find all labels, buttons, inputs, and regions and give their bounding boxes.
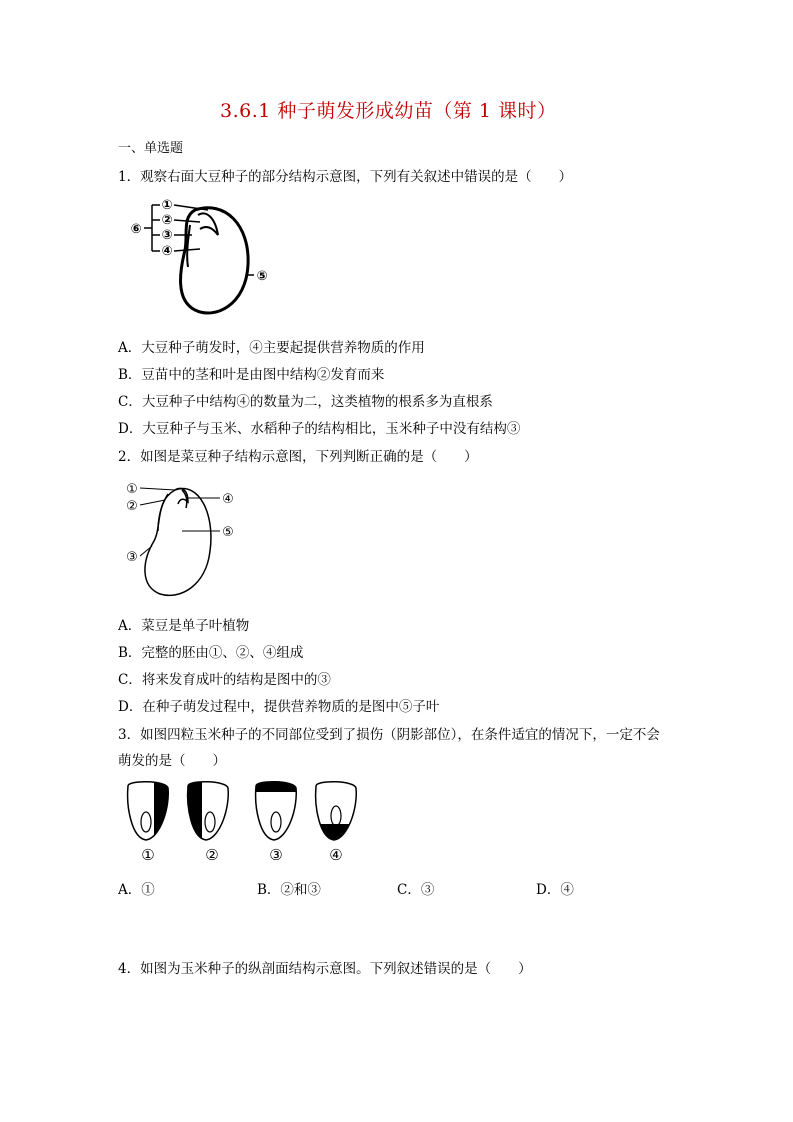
question-2-option-a: A．菜豆是单子叶植物 (118, 618, 250, 634)
corn-seeds-figure (118, 778, 368, 868)
corn-label-4: ④ (329, 846, 343, 864)
question-2-stem: 2．如图是菜豆种子结构示意图，下列判断正确的是（ ） (118, 449, 478, 465)
question-2-option-b: B．完整的胚由①、②、④组成 (118, 645, 304, 661)
section-heading: 一、单选题 (118, 141, 184, 156)
question-2-option-c: C．将来发育成叶的结构是图中的③ (118, 672, 331, 688)
soybean-seed-figure (120, 195, 280, 323)
soybean-label-1: ① (161, 198, 173, 213)
question-1-stem: 1．观察右面大豆种子的部分结构示意图，下列有关叙述中错误的是（ ） (118, 169, 573, 185)
question-3-option-d: D．④ (536, 882, 574, 898)
question-3-stem-line2: 萌发的是（ ） (118, 753, 226, 769)
bean-label-3: ③ (126, 550, 138, 565)
soybean-label-2: ② (161, 213, 173, 228)
soybean-label-3: ③ (161, 228, 173, 243)
question-1-option-a: A．大豆种子萌发时，④主要起提供营养物质的作用 (118, 340, 425, 356)
question-1-option-d: D．大豆种子与玉米、水稻种子的结构相比，玉米种子中没有结构③ (118, 421, 521, 437)
question-3-option-a: A．① (118, 882, 155, 898)
bean-label-2: ② (126, 499, 138, 514)
question-3-option-c: C．③ (397, 882, 435, 898)
soybean-label-4: ④ (161, 244, 173, 259)
corn-label-3: ③ (269, 846, 283, 864)
corn-label-1: ① (141, 846, 155, 864)
soybean-label-6: ⑥ (130, 222, 142, 237)
bean-label-1: ① (126, 482, 138, 497)
question-2-option-d: D．在种子萌发过程中，提供营养物质的是图中⑤子叶 (118, 699, 440, 715)
soybean-label-5: ⑤ (256, 269, 268, 284)
question-1-option-b: B．豆苗中的茎和叶是由图中结构②发育而来 (118, 367, 385, 383)
page-title: 3.6.1 种子萌发形成幼苗（第 1 课时） (220, 100, 557, 122)
question-1-option-c: C．大豆种子中结构④的数量为二，这类植物的根系多为直根系 (118, 394, 493, 410)
bean-label-4: ④ (222, 492, 234, 507)
corn-label-2: ② (205, 846, 219, 864)
bean-seed-figure (120, 476, 250, 602)
bean-label-5: ⑤ (222, 525, 234, 540)
question-3-option-b: B．②和③ (257, 882, 321, 898)
question-3-stem-line1: 3．如图四粒玉米种子的不同部位受到了损伤（阴影部位），在条件适宜的情况下，一定不会 (118, 727, 660, 743)
question-4-stem: 4．如图为玉米种子的纵剖面结构示意图。下列叙述错误的是（ ） (118, 961, 532, 977)
